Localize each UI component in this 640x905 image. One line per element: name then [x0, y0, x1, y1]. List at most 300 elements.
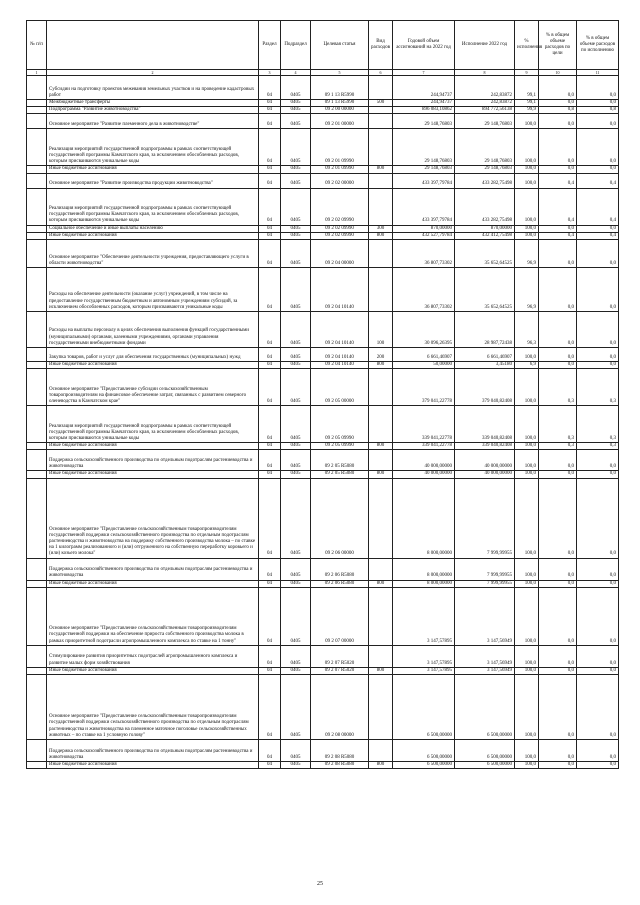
cell-name: Иные бюджетные ассигнования: [47, 580, 259, 587]
col-number: 6: [369, 70, 393, 76]
cell-pct: 100,0: [515, 580, 539, 587]
cell-s2: 0,0: [577, 645, 619, 667]
cell-sec: 04: [259, 478, 281, 558]
cell-tgt: 09 2 01 00000: [311, 114, 369, 129]
cell-exec: 870,00000: [455, 225, 515, 232]
cell-s1: 0,3: [539, 443, 577, 450]
cell-s2: 0,3: [577, 369, 619, 406]
cell-pct: 100,0: [515, 450, 539, 471]
cell-num: [27, 76, 47, 100]
cell-sub: 0405: [281, 362, 311, 369]
cell-s1: 0,0: [539, 471, 577, 478]
cell-s1: 0,3: [539, 369, 577, 406]
cell-sub: 0405: [281, 188, 311, 225]
cell-exec: 40 000,00000: [455, 450, 515, 471]
cell-s2: 0,0: [577, 100, 619, 107]
cell-exec: 3,45180: [455, 362, 515, 369]
cell-plan: 40 000,00000: [393, 471, 455, 478]
cell-tgt: 09 2 02 09990: [311, 232, 369, 239]
cell-exec: 242,83872: [455, 76, 515, 100]
cell-num: [27, 762, 47, 769]
header-exec: Исполнение 2022 год: [455, 21, 515, 70]
cell-pct: 99,9: [515, 107, 539, 114]
cell-pct: 100,0: [515, 443, 539, 450]
cell-sec: 04: [259, 166, 281, 173]
cell-sec: 04: [259, 471, 281, 478]
cell-vr: [369, 76, 393, 100]
cell-num: [27, 645, 47, 667]
cell-pct: 100,0: [515, 173, 539, 188]
table-row: [27, 362, 619, 369]
table-row: [27, 312, 619, 348]
cell-name: Основное мероприятие "Предоставление сельскохозяйственным товаропроизводителям государственной поддержки сельскохозяйственного производства по отдельным подотраслям растениеводства и животноводства на племенное маточное поголовье сельскохозяйственных животных – по ставке на 1 условную голову": [47, 675, 259, 740]
cell-tgt: 09 2 06 00000: [311, 478, 369, 558]
table-row: [27, 471, 619, 478]
header-row: [27, 21, 619, 70]
cell-s1: 0,0: [539, 645, 577, 667]
table-row: [27, 443, 619, 450]
cell-s1: 0,0: [539, 362, 577, 369]
table-row: [27, 667, 619, 674]
cell-sec: 04: [259, 232, 281, 239]
cell-s2: 0,0: [577, 450, 619, 471]
cell-pct: 100,0: [515, 558, 539, 580]
cell-s2: 0,0: [577, 240, 619, 268]
cell-num: [27, 312, 47, 348]
cell-s2: 0,0: [577, 740, 619, 762]
cell-plan: 29 148,76803: [393, 129, 455, 166]
header-share-exec: % в общем объеме расходов по исполнению: [577, 21, 619, 70]
cell-s1: 0,0: [539, 348, 577, 362]
cell-num: [27, 166, 47, 173]
cell-exec: 339 040,82408: [455, 443, 515, 450]
cell-vr: [369, 114, 393, 129]
cell-tgt: 09 2 07 R5020: [311, 667, 369, 674]
cell-sub: 0405: [281, 558, 311, 580]
cell-num: [27, 225, 47, 232]
cell-plan: 3 147,57895: [393, 587, 455, 645]
cell-sec: 04: [259, 76, 281, 100]
table-row: [27, 580, 619, 587]
cell-name: Реализация мероприятий государственной подпрограммы в рамках соответствующей государственной программы Камчатского края, за исключением обособленных расходов, которым присваиваются уникальные коды: [47, 188, 259, 225]
cell-s2: 0,4: [577, 173, 619, 188]
cell-tgt: 09 2 01 09990: [311, 166, 369, 173]
cell-plan: 896 083,10862: [393, 107, 455, 114]
cell-vr: [369, 369, 393, 406]
cell-num: [27, 558, 47, 580]
table-row: [27, 675, 619, 740]
table-row: [27, 188, 619, 225]
cell-tgt: 09 2 04 10140: [311, 348, 369, 362]
cell-tgt: 09 2 01 09990: [311, 129, 369, 166]
cell-sec: 04: [259, 225, 281, 232]
cell-vr: [369, 107, 393, 114]
cell-sec: 04: [259, 312, 281, 348]
cell-s1: 0,3: [539, 406, 577, 443]
cell-tgt: 09 2 05 09990: [311, 406, 369, 443]
cell-sub: 0405: [281, 312, 311, 348]
cell-vr: 800: [369, 232, 393, 239]
col-number: 2: [47, 70, 259, 76]
cell-vr: [369, 406, 393, 443]
cell-plan: 433 397,79784: [393, 173, 455, 188]
cell-plan: 870,00000: [393, 225, 455, 232]
cell-tgt: 09 2 04 00000: [311, 240, 369, 268]
cell-name: Основное мероприятие "Развитие производства продукции животноводства": [47, 173, 259, 188]
cell-name: Иные бюджетные ассигнования: [47, 443, 259, 450]
header-name: [47, 21, 259, 70]
table-row: [27, 369, 619, 406]
cell-s1: 0,0: [539, 558, 577, 580]
budget-table: [26, 20, 619, 769]
col-number: 4: [281, 70, 311, 76]
header-exptype: Вид расходов: [369, 21, 393, 70]
header-num: № п/п: [27, 21, 47, 70]
cell-sec: 04: [259, 450, 281, 471]
cell-sec: 04: [259, 406, 281, 443]
cell-tgt: 09 2 08 00000: [311, 675, 369, 740]
header-share-total: % в общем объеме расходов по цели: [539, 21, 577, 70]
cell-s2: 0,0: [577, 471, 619, 478]
cell-tgt: 09 2 04 10140: [311, 268, 369, 312]
cell-pct: 96,3: [515, 312, 539, 348]
cell-s1: 0,0: [539, 76, 577, 100]
cell-s1: 0,0: [539, 129, 577, 166]
table-row: [27, 114, 619, 129]
cell-sec: 04: [259, 129, 281, 166]
cell-name: Поддержка сельскохозяйственного производства по отдельным подотраслям растениеводства и животноводства: [47, 740, 259, 762]
cell-exec: 35 652,64525: [455, 268, 515, 312]
cell-plan: 40 000,00000: [393, 450, 455, 471]
cell-s1: 0,0: [539, 225, 577, 232]
cell-sec: 04: [259, 348, 281, 362]
cell-plan: 244,94737: [393, 76, 455, 100]
cell-s2: 0,3: [577, 406, 619, 443]
cell-exec: 3 147,56949: [455, 587, 515, 645]
cell-sub: 0405: [281, 369, 311, 406]
cell-sec: 04: [259, 762, 281, 769]
cell-sec: 04: [259, 188, 281, 225]
cell-s1: 0,0: [539, 240, 577, 268]
cell-sub: 0405: [281, 587, 311, 645]
cell-s1: 0,8: [539, 107, 577, 114]
cell-exec: 35 652,64525: [455, 240, 515, 268]
cell-num: [27, 450, 47, 471]
cell-tgt: 09 2 07 00000: [311, 587, 369, 645]
cell-s2: 0,0: [577, 268, 619, 312]
cell-name: Иные бюджетные ассигнования: [47, 471, 259, 478]
cell-sub: 0405: [281, 107, 311, 114]
cell-s2: 0,0: [577, 478, 619, 558]
table-row: [27, 450, 619, 471]
cell-exec: 3 147,56949: [455, 645, 515, 667]
cell-sec: 04: [259, 114, 281, 129]
cell-s1: 0,0: [539, 478, 577, 558]
cell-sub: 0405: [281, 675, 311, 740]
cell-tgt: 09 2 05 09990: [311, 443, 369, 450]
table-row: [27, 348, 619, 362]
cell-plan: 50,00000: [393, 362, 455, 369]
table-row: [27, 587, 619, 645]
cell-num: [27, 188, 47, 225]
table-row: [27, 558, 619, 580]
col-number: 5: [311, 70, 369, 76]
cell-tgt: 09 2 04 10140: [311, 312, 369, 348]
cell-plan: 6 500,00000: [393, 675, 455, 740]
cell-vr: [369, 240, 393, 268]
cell-exec: 433 282,75498: [455, 173, 515, 188]
cell-vr: 800: [369, 443, 393, 450]
cell-exec: 28 987,72438: [455, 312, 515, 348]
cell-sub: 0405: [281, 406, 311, 443]
col-number: 9: [515, 70, 539, 76]
cell-s1: 0,0: [539, 587, 577, 645]
cell-name: Расходы на выплаты персоналу в целях обеспечения выполнения функций государственными (муниципальными) органами, казенными учреждениями, органами управления государственными внебюджетными фондами: [47, 312, 259, 348]
cell-vr: 300: [369, 225, 393, 232]
cell-s2: 0,0: [577, 129, 619, 166]
cell-sec: 04: [259, 667, 281, 674]
cell-num: [27, 675, 47, 740]
cell-s1: 0,4: [539, 232, 577, 239]
table-row: [27, 76, 619, 100]
cell-vr: [369, 675, 393, 740]
cell-s1: 0,0: [539, 114, 577, 129]
cell-name: Стимулирование развития приоритетных подотраслей агропромышленного комплекса и развитие малых форм хозяйствования: [47, 645, 259, 667]
cell-s2: 0,0: [577, 312, 619, 348]
cell-vr: 800: [369, 580, 393, 587]
cell-tgt: 09 2 02 09990: [311, 225, 369, 232]
cell-exec: 6 661,46907: [455, 348, 515, 362]
cell-exec: 29 148,76803: [455, 114, 515, 129]
cell-vr: [369, 450, 393, 471]
cell-plan: 3 147,57895: [393, 645, 455, 667]
cell-sub: 0405: [281, 166, 311, 173]
cell-s1: 0,0: [539, 450, 577, 471]
cell-num: [27, 443, 47, 450]
cell-vr: [369, 268, 393, 312]
cell-pct: 100,0: [515, 166, 539, 173]
cell-sec: 04: [259, 740, 281, 762]
cell-num: [27, 478, 47, 558]
cell-pct: 100,0: [515, 225, 539, 232]
cell-num: [27, 107, 47, 114]
cell-name: Поддержка сельскохозяйственного производства по отдельным подотраслям растениеводства и животноводства: [47, 450, 259, 471]
cell-vr: 200: [369, 348, 393, 362]
header-pct: % исполнения: [515, 21, 539, 70]
table-row: [27, 225, 619, 232]
cell-sub: 0405: [281, 740, 311, 762]
cell-exec: 339 040,82408: [455, 406, 515, 443]
cell-name: Расходы на обеспечение деятельности (оказание услуг) учреждений, в том числе на предоставление государственным бюджетным и автономным учреждениям субсидий, за исключением обособленных расходов, которым присваиваются уникальные коды: [47, 268, 259, 312]
cell-sub: 0405: [281, 348, 311, 362]
cell-s1: 0,0: [539, 100, 577, 107]
cell-vr: [369, 129, 393, 166]
cell-s2: 0,0: [577, 667, 619, 674]
cell-plan: 6 661,46907: [393, 348, 455, 362]
cell-s2: 0,0: [577, 114, 619, 129]
cell-num: [27, 369, 47, 406]
cell-sub: 0405: [281, 450, 311, 471]
cell-num: [27, 240, 47, 268]
cell-name: Основное мероприятие "Обеспечение деятельности учреждения, предоставляющего услуги в области животноводства": [47, 240, 259, 268]
header-target: Целевая статья: [311, 21, 369, 70]
cell-pct: 100,0: [515, 478, 539, 558]
cell-exec: 40 000,00000: [455, 471, 515, 478]
cell-plan: 36 807,73302: [393, 240, 455, 268]
cell-exec: 432 412,75498: [455, 232, 515, 239]
budget-table-sheet: [26, 20, 618, 769]
cell-s1: 0,4: [539, 188, 577, 225]
cell-s2: 0,0: [577, 580, 619, 587]
cell-name: Реализация мероприятий государственной подпрограммы в рамках соответствующей государственной программы Камчатского края, за исключением обособленных расходов, которым присваиваются уникальные коды: [47, 129, 259, 166]
cell-vr: [369, 188, 393, 225]
cell-s2: 0,0: [577, 558, 619, 580]
cell-num: [27, 740, 47, 762]
cell-name: Подпрограмма "Развитие животноводства": [47, 107, 259, 114]
cell-sec: 04: [259, 369, 281, 406]
cell-s1: 0,0: [539, 740, 577, 762]
cell-exec: 894 772,56138: [455, 107, 515, 114]
cell-vr: 500: [369, 100, 393, 107]
cell-s1: 0,0: [539, 762, 577, 769]
cell-plan: 379 041,22778: [393, 369, 455, 406]
cell-s2: 0,0: [577, 76, 619, 100]
cell-tgt: 09 2 02 00000: [311, 173, 369, 188]
cell-exec: 6 500,00000: [455, 762, 515, 769]
cell-num: [27, 173, 47, 188]
cell-name: Закупка товаров, работ и услуг для обеспечения государственных (муниципальных) нужд: [47, 348, 259, 362]
cell-tgt: 09 2 00 00000: [311, 107, 369, 114]
cell-num: [27, 471, 47, 478]
cell-s2: 0,0: [577, 587, 619, 645]
cell-vr: 800: [369, 471, 393, 478]
cell-plan: 244,94737: [393, 100, 455, 107]
cell-name: Иные бюджетные ассигнования: [47, 762, 259, 769]
cell-pct: 100,0: [515, 114, 539, 129]
cell-pct: 100,0: [515, 369, 539, 406]
cell-plan: 6 500,00000: [393, 762, 455, 769]
cell-vr: [369, 740, 393, 762]
cell-sec: 04: [259, 587, 281, 645]
cell-s1: 0,0: [539, 166, 577, 173]
cell-sec: 04: [259, 580, 281, 587]
cell-sub: 0405: [281, 268, 311, 312]
cell-sec: 04: [259, 268, 281, 312]
cell-s1: 0,0: [539, 580, 577, 587]
cell-pct: 99,1: [515, 100, 539, 107]
cell-s2: 0,4: [577, 232, 619, 239]
table-row: [27, 240, 619, 268]
table-row: [27, 129, 619, 166]
cell-num: [27, 406, 47, 443]
cell-exec: 6 500,00000: [455, 740, 515, 762]
cell-s2: 0,0: [577, 348, 619, 362]
cell-pct: 96,9: [515, 268, 539, 312]
cell-sec: 04: [259, 558, 281, 580]
cell-pct: 100,0: [515, 675, 539, 740]
cell-exec: 7 999,99955: [455, 580, 515, 587]
cell-sub: 0405: [281, 114, 311, 129]
cell-pct: 100,0: [515, 471, 539, 478]
cell-pct: 100,0: [515, 129, 539, 166]
cell-name: Основное мероприятие "Предоставление сельскохозяйственным товаропроизводителям государственной поддержки на обеспечение прироста собственного производства молока в рамках приоритетной подотрасли агропромышленного комплекса по ставке на 1 тонну": [47, 587, 259, 645]
cell-tgt: 09 2 02 09990: [311, 188, 369, 225]
cell-plan: 8 000,00000: [393, 558, 455, 580]
header-section: Раздел: [259, 21, 281, 70]
cell-plan: 8 000,00000: [393, 580, 455, 587]
cell-vr: 800: [369, 667, 393, 674]
cell-name: Социальное обеспечение и иные выплаты населению: [47, 225, 259, 232]
cell-sec: 04: [259, 362, 281, 369]
cell-sub: 0405: [281, 129, 311, 166]
cell-pct: 100,0: [515, 406, 539, 443]
cell-pct: 100,0: [515, 188, 539, 225]
cell-plan: 432 527,79784: [393, 232, 455, 239]
cell-num: [27, 268, 47, 312]
table-row: [27, 166, 619, 173]
cell-s1: 0,0: [539, 667, 577, 674]
cell-tgt: 09 2 08 R5080: [311, 762, 369, 769]
cell-name: Иные бюджетные ассигнования: [47, 362, 259, 369]
table-row: [27, 268, 619, 312]
cell-sec: 04: [259, 100, 281, 107]
cell-tgt: 09 1 13 R5990: [311, 100, 369, 107]
cell-pct: 100,0: [515, 667, 539, 674]
table-row: [27, 645, 619, 667]
cell-plan: 339 041,22778: [393, 443, 455, 450]
cell-sub: 0405: [281, 240, 311, 268]
cell-vr: 800: [369, 166, 393, 173]
cell-vr: [369, 645, 393, 667]
cell-sub: 0405: [281, 100, 311, 107]
cell-pct: 99,1: [515, 76, 539, 100]
cell-num: [27, 362, 47, 369]
cell-s1: 0,4: [539, 173, 577, 188]
cell-plan: 339 041,22778: [393, 406, 455, 443]
cell-tgt: 09 2 06 R5080: [311, 580, 369, 587]
cell-sec: 04: [259, 443, 281, 450]
table-row: [27, 173, 619, 188]
cell-name: Межбюджетные трансферты: [47, 100, 259, 107]
table-row: [27, 406, 619, 443]
cell-num: [27, 667, 47, 674]
cell-name: Реализация мероприятий государственной подпрограммы в рамках соответствующей государственной программы Камчатского края, за исключением обособленных расходов, которым присваиваются уникальные коды: [47, 406, 259, 443]
cell-name: Субсидии на подготовку проектов межевания земельных участков и на проведение кадастровых работ: [47, 76, 259, 100]
col-number: 3: [259, 70, 281, 76]
cell-sub: 0405: [281, 667, 311, 674]
cell-s1: 0,0: [539, 675, 577, 740]
table-row: [27, 740, 619, 762]
cell-num: [27, 100, 47, 107]
cell-s2: 0,4: [577, 188, 619, 225]
cell-s2: 0,8: [577, 107, 619, 114]
cell-exec: 379 040,82408: [455, 369, 515, 406]
cell-vr: [369, 587, 393, 645]
cell-s2: 0,0: [577, 362, 619, 369]
cell-s2: 0,0: [577, 166, 619, 173]
table-row: [27, 478, 619, 558]
cell-pct: 100,0: [515, 740, 539, 762]
cell-s2: 0,0: [577, 675, 619, 740]
cell-exec: 242,83872: [455, 100, 515, 107]
cell-s1: 0,0: [539, 268, 577, 312]
cell-name: Основное мероприятие "Развитие племенного дела в животноводстве": [47, 114, 259, 129]
page-number: 25: [317, 881, 323, 887]
cell-s2: 0,3: [577, 443, 619, 450]
cell-sub: 0405: [281, 762, 311, 769]
cell-sub: 0405: [281, 478, 311, 558]
cell-s2: 0,0: [577, 225, 619, 232]
